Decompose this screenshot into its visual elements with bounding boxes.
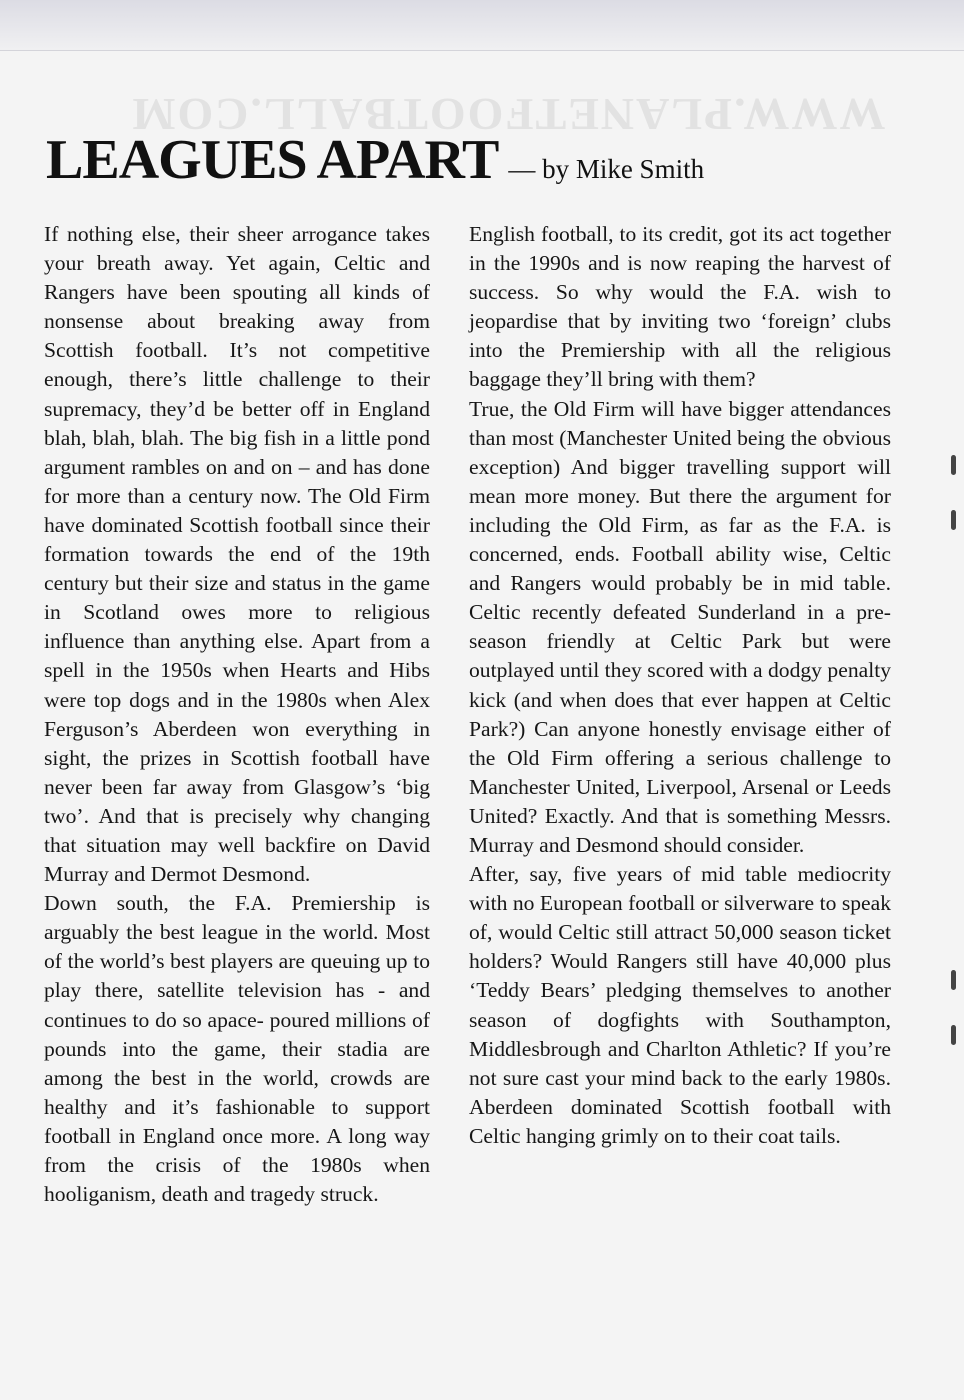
binding-hole-mark xyxy=(951,455,956,475)
page-top-edge xyxy=(0,0,964,51)
left-column xyxy=(44,220,430,1209)
article-header xyxy=(46,128,926,198)
paragraph: After, say, five years of mid table mediocrity with no European football or silverware to speak of, would Celtic still attract 50,000 season ticket holders? Would Rangers still have 40,000 plus ‘Teddy Bears’ pledging themselves to another season of dogfights with Southampton, Middlesbrough and Charlton Athletic? If you’re not sure cast your mind back to the early 1980s. Aberdeen dominated Scottish football with Celtic hanging grimly on to their coat tails. xyxy=(469,862,891,1148)
binding-hole-mark xyxy=(951,510,956,530)
paragraph: Down south, the F.A. Premiership is arguably the best league in the world. Most of the world’s best players are queuing up to play there, satellite television has - and continues to do so apace- poured millions of pounds into the game, their stadia are among the best in the world, crowds are healthy and it’s fashionable to support football in England once more. A long way from the crisis of the 1980s when hooliganism, death and tragedy struck. xyxy=(44,891,430,1207)
paragraph: If nothing else, their sheer arrogance takes your breath away. Yet again, Celtic and Rangers have been spouting all kinds of nonsense about breaking away from Scottish football. It’s not competitive enough, there’s little challenge to their supremacy, they’d be better off in England blah, blah, blah. The big fish in a little pond argument rambles on and on – and has done for more than a century now. The Old Firm have dominated Scottish football since their formation towards the end of the 19th century but their size and status in the game in Scotland owes more to religious influence than anything else. Apart from a spell in the 1950s when Hearts and Hibs were top dogs and in the 1980s when Alex Ferguson’s Aberdeen won everything in sight, the prizes in Scottish football have never been far away from Glasgow’s ‘big two’. And that is precisely why changing that situation may well backfire on David Murray and Dermot Desmond. xyxy=(44,222,430,887)
binding-hole-mark xyxy=(951,1025,956,1045)
right-column xyxy=(469,220,891,1151)
show-through-heading: WWW.PLANETFOOTBALL.COM xyxy=(130,89,886,140)
binding-hole-mark xyxy=(951,970,956,990)
article-byline: — by Mike Smith xyxy=(508,154,705,184)
paragraph: English football, to its credit, got its act together in the 1990s and is now reaping the harvest of success. So why would the F.A. wish to jeopardise that by inviting two ‘foreign’ clubs into the Premiership with all the religious baggage they’ll bring with them? xyxy=(469,222,891,392)
article-title: LEAGUES APART xyxy=(46,129,499,191)
paragraph: True, the Old Firm will have bigger attendances than most (Manchester United being the obvious exception) And bigger travelling support will mean more money. But there the argument for including the Old Firm, as far as the F.A. is concerned, ends. Football ability wise, Celtic and Rangers would probably be in mid table. Celtic recently defeated Sunderland in a pre-season friendly at Celtic Park but were outplayed until they scored with a dodgy penalty kick (and when does that ever happen at Celtic Park?) Can anyone honestly envisage either of the Old Firm offering a serious challenge to Manchester United, Liverpool, Arsenal or Leeds United? Exactly. And that is something Messrs. Murray and Desmond should consider. xyxy=(469,396,891,857)
